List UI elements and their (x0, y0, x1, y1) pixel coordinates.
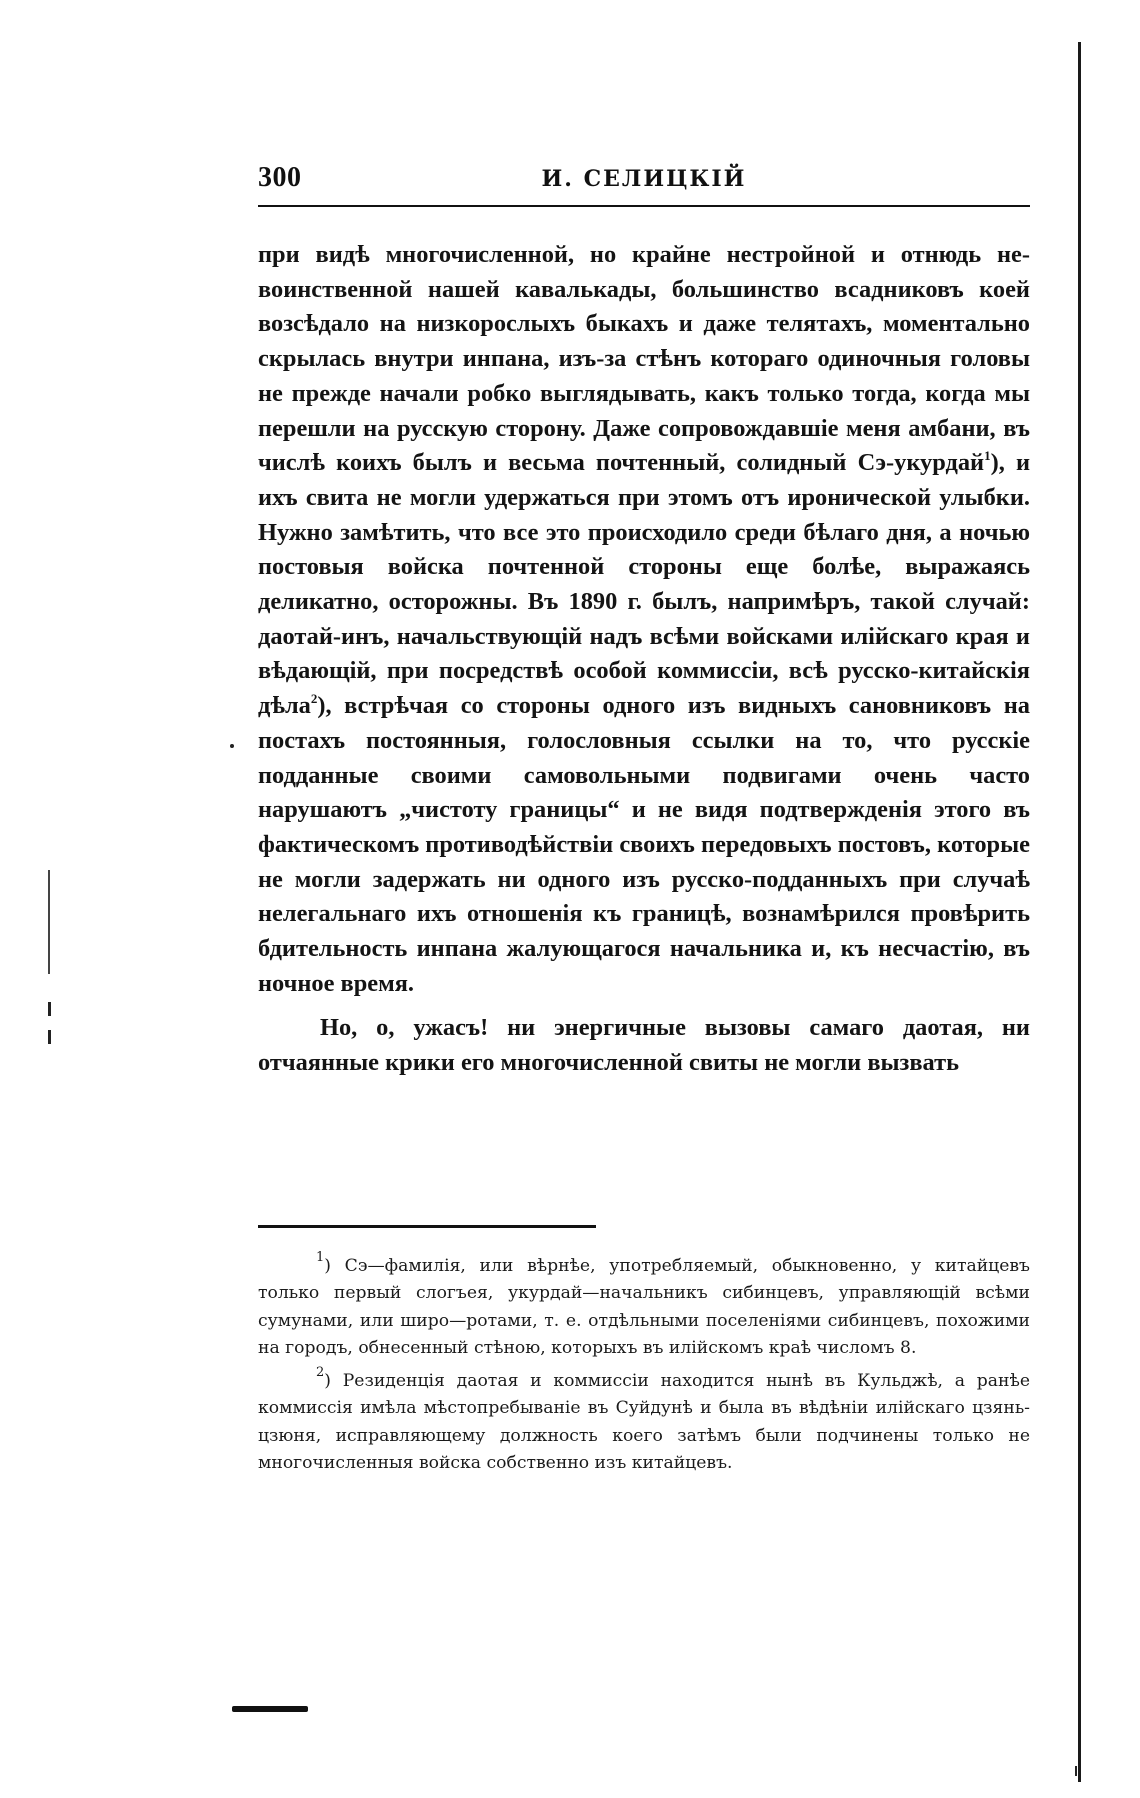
scan-edge-left (48, 870, 50, 974)
scan-edge-right (1078, 42, 1081, 1782)
paragraph-1-part-3: ), встрѣчая со стороны одного изъ видныхъ сановниковъ на постахъ постоянныя, голословныя ссылки на то, что русскіе подданные своими самовольными подвигами очень часто нарушаютъ „чистоту границы“ и не видя подтвержденія этого въ фактическомъ противодѣйствіи своихъ передовыхъ постовъ, которые не могли задержать ни одного изъ русско-подданныхъ при случаѣ нелегальнаго ихъ отношенія къ границѣ, вознамѣрился провѣрить бдительность инпана жалующагося начальника и, къ несчастію, въ ночное время. (258, 692, 1030, 997)
footnote-ref-1: 1 (984, 448, 991, 464)
scan-mark (1075, 1766, 1077, 1776)
scan-mark (48, 1002, 51, 1016)
paragraph-1-part-2: ), и ихъ свита не могли удержаться при этомъ отъ иронической улыбки. Нужно замѣтить, что все это происходило среди бѣлаго дня, а ночью постовыя войска почтенной стороны еще болѣе, выражаясь деликатно, осторожны. Въ 1890 г. былъ, напримѣръ, такой случай: даотай-инъ, начальствующій надъ всѣми войсками илійскаго края и вѣдающій, при посредствѣ особой коммиссіи, всѣ русско-китайскія дѣла (258, 449, 1030, 720)
main-text (258, 238, 1030, 1081)
footnote-1-text: ) Сэ—фамилія, или вѣрнѣе, употребляемый, обыкновенно, у китайцевъ только первый слогъея, укурдай—начальникъ сибинцевъ, управляющій всѣми сумунами, или широ—ротами, т. е. отдѣльными поселеніями сибинцевъ, похожими на городъ, обнесенный стѣною, которыхъ въ илійскомъ краѣ числомъ 8. (258, 1256, 1030, 1358)
bottom-printer-mark (232, 1706, 308, 1712)
footnote-rule (258, 1225, 596, 1228)
page-header (258, 160, 1030, 200)
footnote-2-text: ) Резиденція даотая и коммиссіи находится нынѣ въ Кульджѣ, а ранѣе коммиссія имѣла мѣстопребываніе въ Суйдунѣ и была въ вѣдѣніи илійскаго цзянь-цзюня, исправляющему должность коего затѣмъ были подчинены только не многочисленныя войска собственно изъ китайцевъ. (258, 1371, 1030, 1474)
footnote-2 (258, 1365, 1030, 1477)
paragraph-1-part-1: при видѣ многочисленной, но крайне нестройной и отнюдь невоинственной нашей кавалькады, большинство всадниковъ коей возсѣдало на низкорослыхъ быкахъ и даже телятахъ, моментально скрылась внутри инпана, изъ-за стѣнъ котораго одиночныя головы не прежде начали робко выглядывать, какъ только тогда, когда мы перешли на русскую сторону. Даже сопровождавшіе меня амбани, въ числѣ коихъ былъ и весьма почтенный, солидный Сэ-укурдай (258, 241, 1030, 477)
page-number: 300 (258, 162, 302, 193)
footnote-1 (258, 1250, 1030, 1362)
paragraph-1 (258, 238, 1030, 1001)
footnote-marker-2: 2 (316, 1365, 325, 1381)
book-page (258, 160, 1030, 1474)
footnote-marker-1: 1 (316, 1250, 325, 1265)
footnote-ref-2: 2 (310, 691, 318, 707)
scan-mark (230, 744, 234, 748)
header-rule (258, 205, 1030, 207)
running-title: И. СЕЛИЦКІЙ (541, 166, 747, 192)
scan-mark (48, 1030, 51, 1044)
footnotes (258, 1250, 1030, 1483)
paragraph-2: Но, о, ужасъ! ни энергичные вызовы самаго даотая, ни отчаянные крики его многочисленной свиты не могли вызвать (258, 1014, 1030, 1077)
